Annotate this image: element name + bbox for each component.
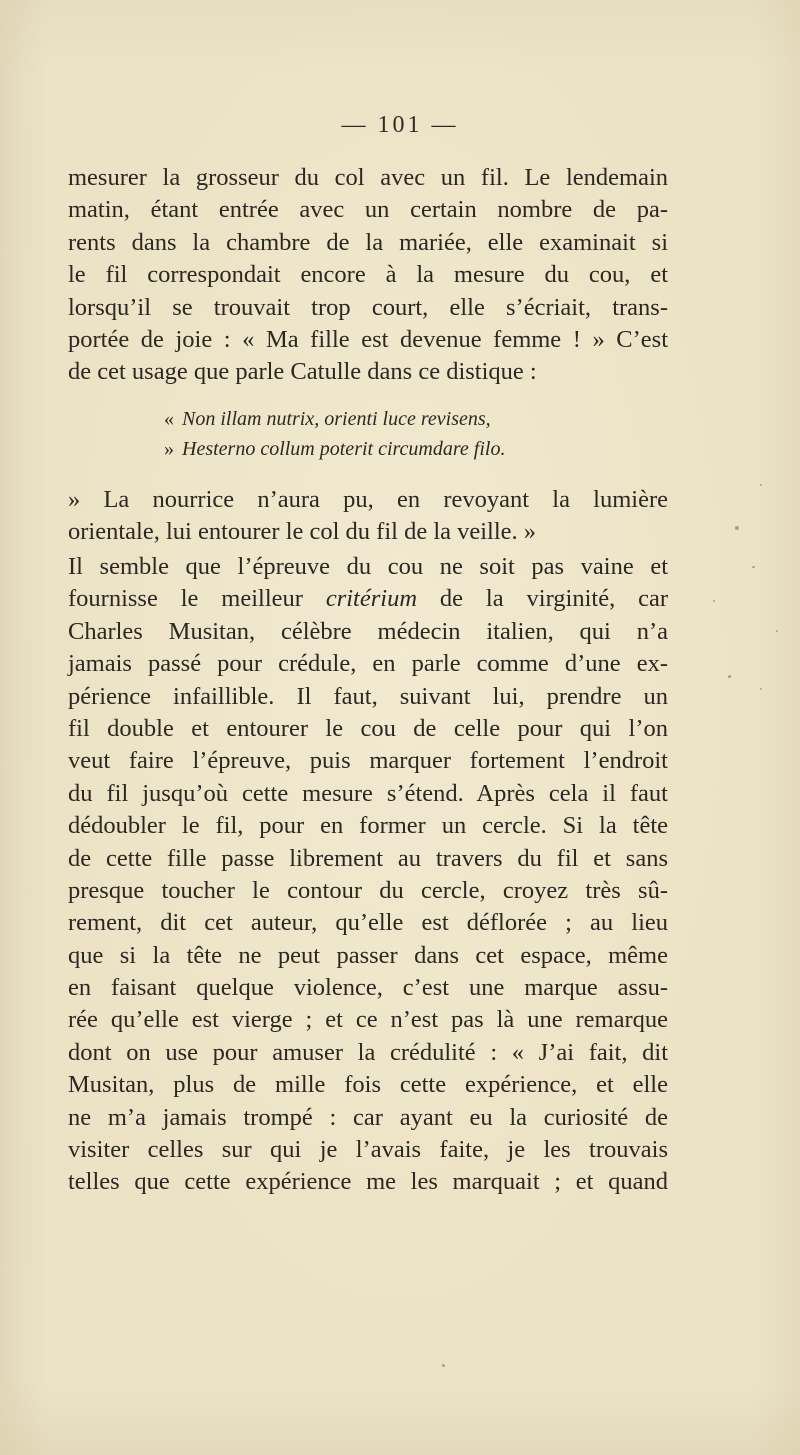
text-line: matin, étant entrée avec un certain nombre de pa- [68, 196, 668, 224]
paragraph-2 [68, 484, 668, 549]
text-line: de cette fille passe librement au travers du fil et sans [68, 844, 668, 872]
text-line: périence infaillible. Il faut, suivant lui, prendre un [68, 682, 668, 710]
paper-speck [752, 566, 755, 568]
text-line: visiter celles sur qui je l’avais faite, je les trouvais [68, 1136, 668, 1164]
latin-verse-line-1 [164, 404, 684, 434]
paper-speck [713, 600, 715, 602]
paragraph-3 [68, 551, 668, 1199]
text-line: fil double et entourer le cou de celle pour qui l’on [68, 714, 668, 742]
text-line: lorsqu’il se trouvait trop court, elle s’écriait, trans- [68, 293, 668, 321]
text-line: Charles Musitan, célèbre médecin italien, qui n’a [68, 617, 668, 645]
text-line: rents dans la chambre de la mariée, elle examinait si [68, 228, 668, 256]
paper-speck [760, 484, 762, 486]
page-number-header: — 101 — [341, 112, 459, 138]
text-fragment: fournisse le meilleur [68, 585, 326, 613]
quote-mark: » [164, 438, 174, 460]
text-line: telles que cette expérience me les marquait ; et quand [68, 1168, 668, 1196]
paper-speck [760, 688, 762, 690]
text-line: jamais passé pour crédule, en parle comme d’une ex- [68, 650, 668, 678]
latin-verse-line-2 [164, 434, 684, 464]
paragraph-1 [68, 162, 668, 389]
text-line: rée qu’elle est vierge ; et ce n’est pas là une remarque [68, 1006, 668, 1034]
paper-speck [442, 1364, 445, 1367]
text-line: que si la tête ne peut passer dans cet espace, même [68, 941, 668, 969]
verse-text: Hesterno collum poterit circumdare filo. [182, 438, 506, 460]
text-line [68, 583, 668, 615]
text-line: de cet usage que parle Catulle dans ce distique : [68, 358, 537, 386]
text-line: en faisant quelque violence, c’est une marque assu- [68, 974, 668, 1002]
text-line: dont on use pour amuser la crédulité : « J’ai fait, dit [68, 1038, 668, 1066]
text-line: orientale, lui entourer le col du fil de la veille. » [68, 518, 537, 546]
text-line: » La nourrice n’aura pu, en revoyant la lumière [68, 486, 668, 513]
text-line: veut faire l’épreuve, puis marquer fortement l’endroit [68, 747, 668, 775]
text-line: presque toucher le contour du cercle, croyez très sû- [68, 876, 668, 904]
paper-speck [735, 526, 739, 530]
paper-speck [728, 675, 731, 678]
text-line: Il semble que l’épreuve du cou ne soit pas vaine et [68, 553, 668, 580]
text-line: mesurer la grosseur du col avec un fil. Le lendemain [68, 164, 668, 191]
text-line: portée de joie : « Ma fille est devenue femme ! » C’est [68, 325, 668, 353]
text-line: du fil jusqu’où cette mesure s’étend. Après cela il faut [68, 779, 668, 807]
paper-speck [776, 630, 778, 632]
italic-term: critérium [325, 585, 418, 613]
quote-mark: « [164, 408, 174, 430]
text-line: ne m’a jamais trompé : car ayant eu la curiosité de [68, 1103, 668, 1131]
verse-text: Non illam nutrix, orienti luce revisens, [182, 408, 491, 430]
text-line: Musitan, plus de mille fois cette expérience, et elle [68, 1071, 668, 1099]
text-line: rement, dit cet auteur, qu’elle est déflorée ; au lieu [68, 909, 668, 937]
text-line: dédoubler le fil, pour en former un cercle. Si la tête [68, 812, 668, 840]
text-line: le fil correspondait encore à la mesure du cou, et [68, 261, 668, 289]
text-fragment: de la virginité, car [417, 585, 669, 613]
